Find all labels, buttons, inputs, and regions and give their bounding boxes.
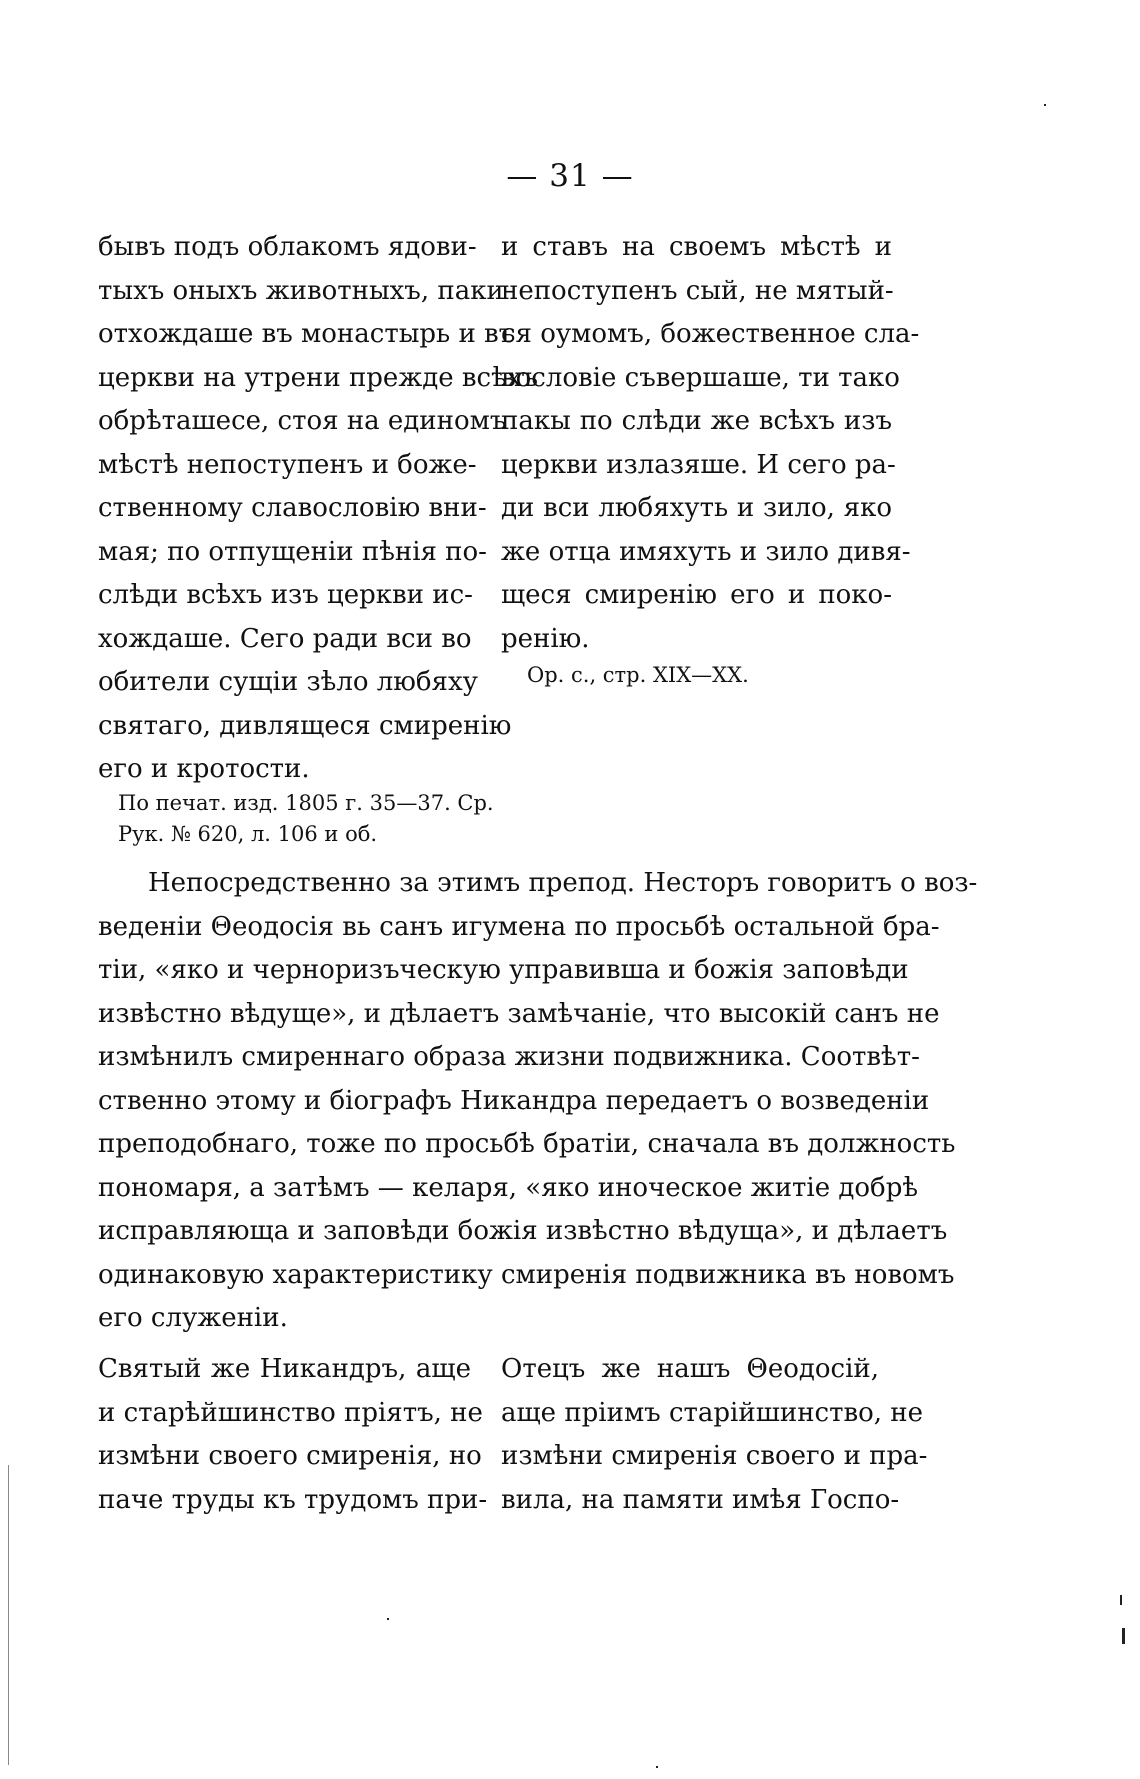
text-line: хождаше. Сего ради вси во <box>98 623 472 654</box>
text-line: аще пріимъ старійшинство, не <box>501 1397 924 1428</box>
text-line: слѣди всѣхъ изъ церкви ис- <box>98 580 473 610</box>
text-line: ренію. <box>501 623 590 654</box>
text-line: обрѣташесе, стоя на единомъ <box>98 406 507 436</box>
reference-line: Ор. с., стр. XIX—XX. <box>527 663 749 687</box>
text-line: мая; по отпущеніи пѣнія по- <box>98 536 487 567</box>
left-column-reference <box>118 788 494 850</box>
scan-edge-line <box>8 1465 9 1765</box>
right-column-bottom <box>501 1348 928 1522</box>
main-paragraph <box>98 862 978 1341</box>
text-line: же отца имяхуть и зило дивя- <box>501 536 911 567</box>
scan-dust-mark <box>1122 1628 1125 1644</box>
text-line: щеся смиренію его и поко- <box>501 580 892 610</box>
text-line: преподобнаго, тоже по просьбѣ братіи, сначала въ должность <box>98 1129 956 1159</box>
text-line: и старѣйшинство пріятъ, не <box>98 1397 483 1428</box>
text-line: тіи, «яко и черноризъческую управивша и божія заповѣди <box>98 955 909 985</box>
text-line: пакы по слѣди же всѣхъ изъ <box>501 406 892 436</box>
text-line: обители сущіи зѣло любяху <box>98 667 478 697</box>
page-number: — 31 — <box>506 158 634 194</box>
text-line: и ставъ на своемъ мѣстѣ и <box>501 232 892 262</box>
scan-dust-mark <box>656 1766 658 1768</box>
text-line: веденіи Θеодосія вь санъ игумена по просьбѣ остальной бра- <box>98 911 940 942</box>
text-line: церкви излазяше. И сего ра- <box>501 449 896 480</box>
text-line: исправляюща и заповѣди божія извѣстно вѣдуща», и дѣлаетъ <box>98 1216 948 1246</box>
text-line: измѣнилъ смиреннаго образа жизни подвижника. Соотвѣт- <box>98 1042 920 1072</box>
scan-dust-mark <box>1120 1595 1122 1605</box>
text-line: пономаря, а затѣмъ — келаря, «яко иноческое житіе добрѣ <box>98 1172 919 1203</box>
text-line: измѣни смиренія своего и пра- <box>501 1441 928 1471</box>
text-line: ся оумомъ, божественное сла- <box>501 319 920 349</box>
text-line: отхождаше въ монастырь и въ <box>98 319 516 349</box>
left-column-top <box>98 226 538 792</box>
text-line: мѣстѣ непоступенъ и боже- <box>98 449 477 480</box>
text-line: святаго, дивлящеся смиренію <box>98 710 512 741</box>
text-line: его и кротости. <box>98 754 310 784</box>
text-line: паче труды къ трудомъ при- <box>98 1484 488 1515</box>
text-line: измѣни своего смиренія, но <box>98 1441 482 1471</box>
text-line: Святый же Никандръ, аще <box>98 1354 471 1384</box>
text-line: ственному славословію вни- <box>98 493 487 523</box>
text-line: непоступенъ сый, не мятый- <box>501 275 894 306</box>
text-line: его служеніи. <box>98 1303 288 1333</box>
text-line: ственно этому и біографъ Никандра передаетъ о возведеніи <box>98 1085 930 1116</box>
text-line: церкви на утрени прежде всѣхъ <box>98 362 538 393</box>
reference-line: Рук. № 620, л. 106 и об. <box>118 822 378 846</box>
text-line: вословіе съвершаше, ти тако <box>501 362 900 393</box>
text-line: бывъ подъ облакомъ ядови- <box>98 232 477 262</box>
text-line: ди вси любяхуть и зило, яко <box>501 493 892 523</box>
reference-line: По печат. изд. 1805 г. 35—37. Ср. <box>118 791 494 815</box>
text-line: одинаковую характеристику смиренія подвижника въ новомъ <box>98 1259 955 1290</box>
left-column-bottom <box>98 1348 488 1522</box>
right-column-top <box>501 226 920 661</box>
text-line: Непосредственно за этимъ препод. Несторъ говоритъ о воз- <box>148 868 978 898</box>
text-line: тыхъ оныхъ животныхъ, паки <box>98 275 504 306</box>
text-line: извѣстно вѣдуще», и дѣлаетъ замѣчаніе, что высокій санъ не <box>98 998 940 1029</box>
right-column-reference <box>527 660 749 691</box>
text-line: Отецъ же нашъ Θеодосій, <box>501 1354 879 1384</box>
scan-dust-mark <box>387 1618 389 1620</box>
text-line: вила, на памяти имѣя Госпо- <box>501 1484 900 1515</box>
scan-dust-mark <box>1044 104 1046 106</box>
